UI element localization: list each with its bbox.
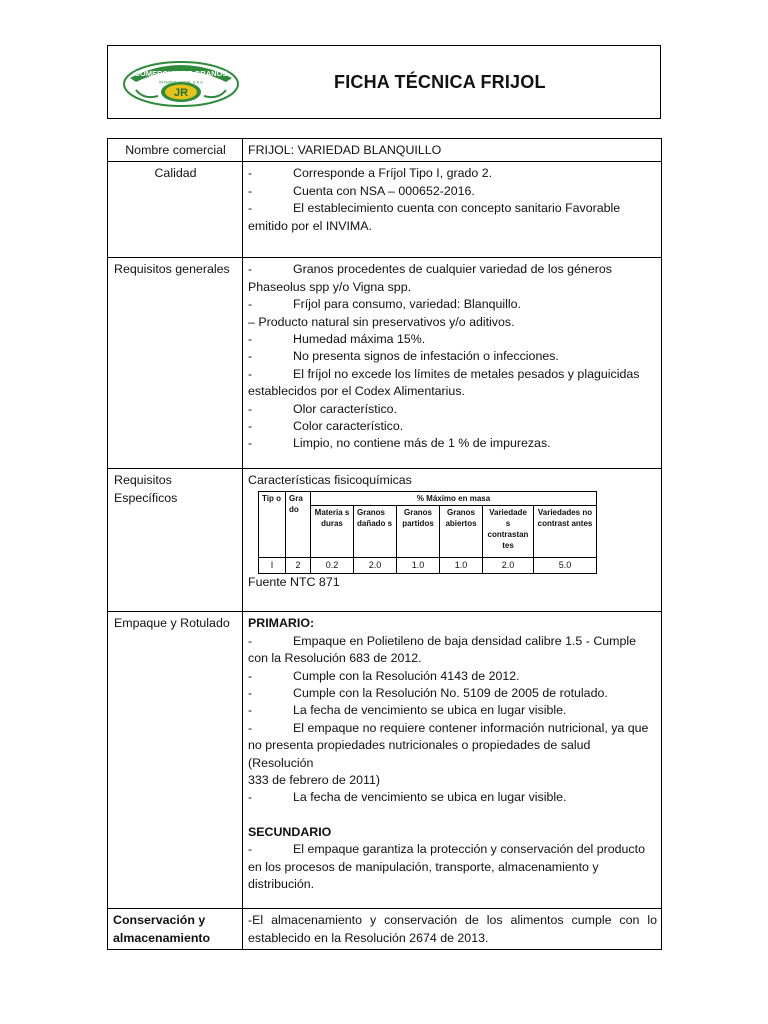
value-conservacion: -El almacenamiento y conservación de los alimentos cumple con lo establecido en la Resolución 2674 de 2013. xyxy=(243,909,662,950)
list-item: - Fríjol para consumo, variedad: Blanquillo. xyxy=(248,297,521,312)
list-item: - El empaque garantiza la protección y conservación del producto en los procesos de manipulación, transporte, almacenamiento y distribución. xyxy=(248,842,645,892)
row-empaque xyxy=(108,612,662,909)
list-item: - Cuenta con NSA – 000652-2016. xyxy=(248,183,475,198)
list-item: - Cumple con la Resolución No. 5109 de 2005 de rotulado. xyxy=(248,686,608,701)
col-grado: Gra do xyxy=(286,491,311,557)
label-conservacion: Conservación y almacenamiento xyxy=(108,909,243,950)
label-especificos: Requisitos Específicos xyxy=(108,469,243,612)
list-item: - La fecha de vencimiento se ubica en lugar visible. xyxy=(248,703,567,718)
document-title: FICHA TÉCNICA FRIJOL xyxy=(334,72,546,92)
list-item: - La fecha de vencimiento se ubica en lugar visible. xyxy=(248,790,567,805)
label-empaque: Empaque y Rotulado xyxy=(108,612,243,909)
list-item: - Limpio, no contiene más de 1 % de impurezas. xyxy=(248,436,551,451)
cell-value: 5.0 xyxy=(534,557,597,573)
col-header: Variedade s contrastan tes xyxy=(483,505,534,557)
list-item: - El fríjol no excede los límites de metales pesados y plaguicidas establecidos por el Codex Alimentarius. xyxy=(248,366,640,399)
logo-top-text: COMERCIAL DE GRANOS xyxy=(134,69,228,78)
col-header: Granos abiertos xyxy=(440,505,483,557)
list-item: - Corresponde a Fríjol Tipo I, grado 2. xyxy=(248,166,493,181)
value-empaque xyxy=(243,612,662,909)
col-tipo: Tip o xyxy=(259,491,286,557)
cell-value: 2.0 xyxy=(483,557,534,573)
value-calidad xyxy=(243,162,662,258)
logo-sub-text: INTERNACIONAL S.A.S xyxy=(159,79,203,85)
list-item: - Cumple con la Resolución 4143 de 2012. xyxy=(248,668,520,683)
group-header: % Máximo en masa xyxy=(311,491,597,505)
list-item: - El establecimiento cuenta con concepto sanitario Favorable emitido por el INVIMA. xyxy=(248,201,621,233)
secundario-title: SECUNDARIO xyxy=(248,824,332,839)
cell-value: I xyxy=(259,557,286,573)
row-nombre xyxy=(108,139,662,162)
list-item: - El empaque no requiere contener información nutricional, ya que no presenta propiedades nutricionales o propiedades de salud (Resolución xyxy=(248,720,649,770)
logo-initials: JR xyxy=(173,87,189,99)
label-nombre: Nombre comercial xyxy=(108,139,243,162)
value-nombre: FRIJOL: VARIEDAD BLANQUILLO xyxy=(243,139,662,162)
list-item: – Producto natural sin preservativos y/o aditivos. xyxy=(248,314,515,329)
col-header: Materia s duras xyxy=(311,505,354,557)
specs-heading: Características fisicoquímicas xyxy=(248,473,412,488)
label-generales: Requisitos generales xyxy=(108,258,243,469)
company-logo xyxy=(122,56,240,108)
document-header xyxy=(107,45,661,119)
cell-value: 1.0 xyxy=(440,557,483,573)
spec-table xyxy=(107,138,662,950)
col-header: Granos partidos xyxy=(397,505,440,557)
physicochemical-table xyxy=(258,491,597,574)
source-note: Fuente NTC 871 xyxy=(248,574,340,589)
primario-title: PRIMARIO: xyxy=(248,616,315,631)
row-generales xyxy=(108,258,662,469)
list-item: - Empaque en Polietileno de baja densidad calibre 1.5 - Cumple con la Resolución 683 de 2012. xyxy=(248,633,637,666)
cell-value: 0.2 xyxy=(311,557,354,573)
value-generales xyxy=(243,258,662,469)
label-calidad: Calidad xyxy=(108,162,243,258)
list-item: - Color característico. xyxy=(248,419,404,434)
list-item: - Olor característico. xyxy=(248,401,397,416)
row-calidad xyxy=(108,162,662,258)
value-especificos xyxy=(243,469,662,612)
col-header: Granos dañado s xyxy=(354,505,397,557)
cell-value: 2.0 xyxy=(354,557,397,573)
cell-value: 1.0 xyxy=(397,557,440,573)
cell-value: 2 xyxy=(286,557,311,573)
col-header: Variedades no contrast antes xyxy=(534,505,597,557)
table-row xyxy=(259,557,597,573)
list-item: 333 de febrero de 2011) xyxy=(248,773,381,788)
list-item: - Granos procedentes de cualquier variedad de los géneros Phaseolus spp y/o Vigna spp. xyxy=(248,262,612,294)
row-conservacion xyxy=(108,909,662,950)
list-item: - Humedad máxima 15%. xyxy=(248,332,426,347)
row-especificos xyxy=(108,469,662,612)
list-item: - No presenta signos de infestación o infecciones. xyxy=(248,349,559,364)
